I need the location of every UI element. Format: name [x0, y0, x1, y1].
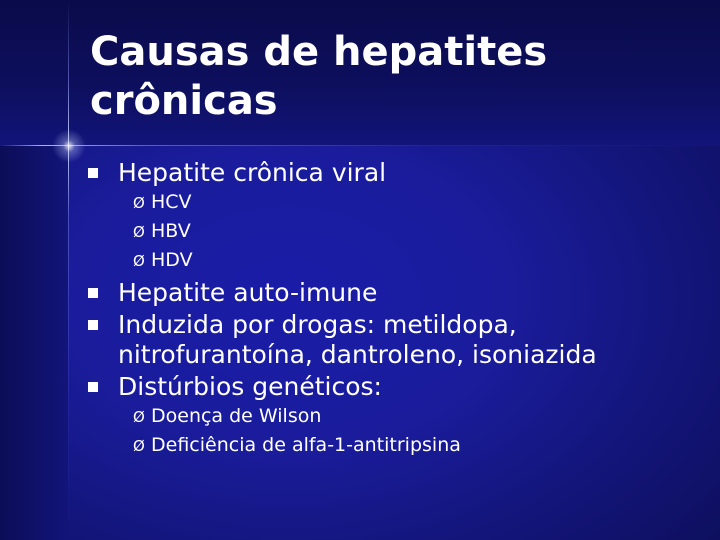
square-bullet-icon [88, 320, 98, 330]
square-bullet-icon [88, 382, 98, 392]
arrow-bullet-icon: Ø [133, 252, 145, 270]
arrow-bullet-icon: Ø [133, 194, 145, 212]
vertical-accent-line [68, 0, 69, 540]
square-bullet-icon [88, 288, 98, 298]
bullet-text: Induzida por drogas: metildopa, [118, 310, 517, 339]
left-band [0, 146, 68, 540]
bullet-text: Distúrbios genéticos: [118, 372, 382, 401]
sub-bullet [133, 402, 321, 432]
bullet-text: Hepatite auto-imune [118, 278, 378, 307]
slide-title-line-2: crônicas [90, 78, 278, 124]
arrow-bullet-icon: Ø [133, 223, 145, 241]
horizontal-accent-line [0, 145, 720, 146]
arrow-bullet-icon: Ø [133, 408, 145, 426]
sub-bullet [133, 188, 192, 218]
sub-bullet-text: Doença de Wilson [151, 405, 322, 427]
square-bullet-icon [88, 168, 98, 178]
sub-bullet [133, 217, 191, 247]
slide-title [90, 28, 547, 126]
accent-star-glow [52, 129, 86, 163]
sub-bullet-text: Deficiência de alfa-1-antitripsina [151, 434, 461, 456]
sub-bullet-text: HBV [151, 220, 191, 242]
bullet-text-continued: nitrofurantoína, dantroleno, isoniazida [118, 340, 597, 369]
sub-bullet-text: HDV [151, 249, 193, 271]
sub-bullet [133, 246, 193, 276]
arrow-bullet-icon: Ø [133, 437, 145, 455]
bullet-text: Hepatite crônica viral [118, 158, 387, 187]
sub-bullet-text: HCV [151, 191, 192, 213]
sub-bullet [133, 431, 461, 461]
slide-title-line-1: Causas de hepatites [90, 29, 548, 75]
